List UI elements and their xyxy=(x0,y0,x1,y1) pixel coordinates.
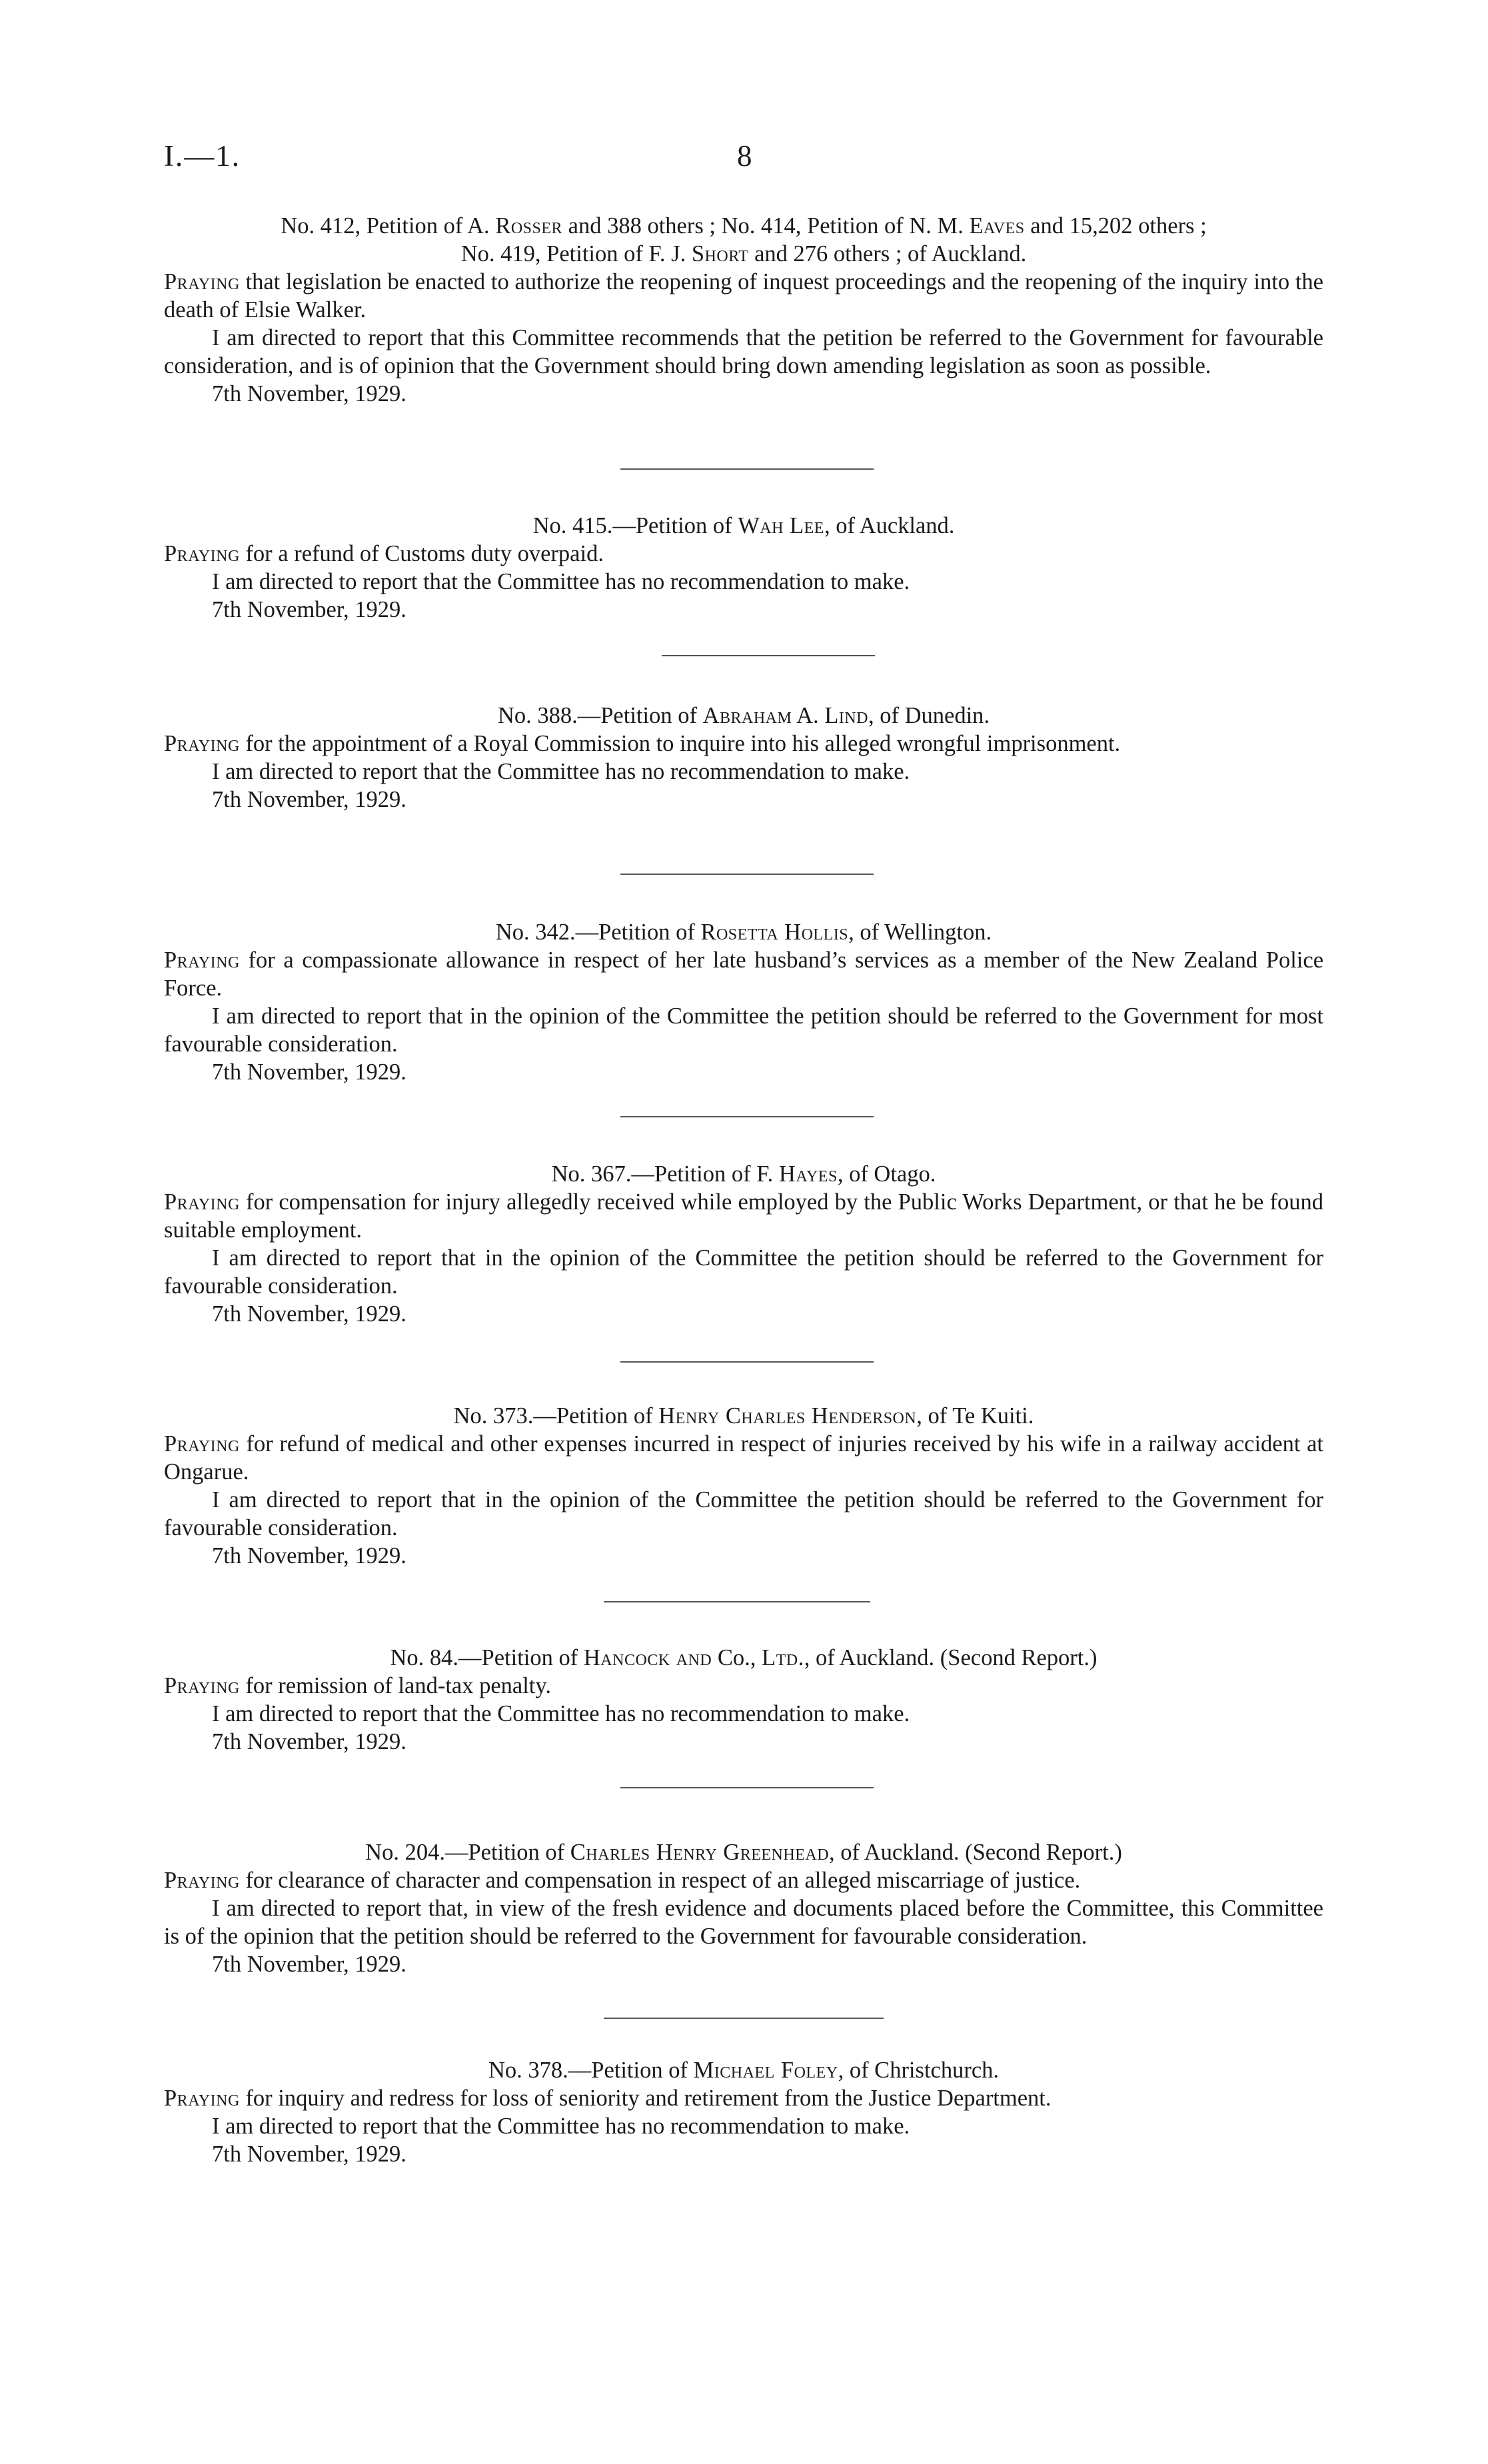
petition-373 xyxy=(164,1402,1323,1570)
praying-label: Praying xyxy=(164,269,240,295)
section-divider xyxy=(620,1361,874,1363)
report-date: 7th November, 1929. xyxy=(212,597,406,622)
petition-415 xyxy=(164,512,1323,624)
praying-paragraph xyxy=(164,1866,1323,1894)
section-divider xyxy=(604,2018,884,2019)
praying-text: for a refund of Customs duty overpaid. xyxy=(245,541,604,566)
petition-heading-line2 xyxy=(164,240,1323,268)
petition-342 xyxy=(164,918,1323,1086)
heading-text: No. 388.—Petition of xyxy=(497,703,703,728)
heading-text: , of Auckland. (Second Report.) xyxy=(804,1645,1098,1670)
petition-heading xyxy=(164,1644,1323,1672)
heading-text: No. 367.—Petition of F. xyxy=(551,1161,779,1187)
petitioner-name: Hancock and xyxy=(583,1645,712,1670)
petitioner-name: Henry Charles Henderson xyxy=(658,1403,917,1429)
report-date: 7th November, 1929. xyxy=(212,381,406,406)
section-divider xyxy=(620,874,874,875)
report-date: 7th November, 1929. xyxy=(212,2142,406,2167)
report-paragraph: I am directed to report that in the opinion of the Committee the petition should be referred to the Government for favourable consideration. xyxy=(164,1487,1323,1540)
heading-text: No. 378.—Petition of xyxy=(488,2058,694,2083)
petitioner-name: Rosetta Hollis xyxy=(700,920,849,945)
praying-label: Praying xyxy=(164,731,240,756)
heading-text: , of Te Kuiti. xyxy=(916,1403,1034,1429)
petition-388 xyxy=(164,702,1323,814)
heading-text: and 276 others ; of Auckland. xyxy=(748,241,1027,267)
heading-text: No. 373.—Petition of xyxy=(453,1403,659,1429)
praying-paragraph xyxy=(164,268,1323,324)
praying-text: for a compassionate allowance in respect of her late husband’s services as a member of the New Zealand Police Force. xyxy=(164,947,1324,1001)
petition-204 xyxy=(164,1838,1323,1978)
report-paragraph: I am directed to report that in the opinion of the Committee the petition should be referred to the Government for most favourable consideration. xyxy=(164,1003,1323,1057)
praying-paragraph xyxy=(164,946,1323,1002)
praying-text: for inquiry and redress for loss of seniority and retirement from the Justice Department. xyxy=(245,2086,1052,2111)
praying-paragraph xyxy=(164,730,1323,758)
petitioner-name: Lind xyxy=(824,703,868,728)
heading-text: No. 415.—Petition of xyxy=(532,513,738,538)
report-date: 7th November, 1929. xyxy=(212,1543,406,1568)
report-date: 7th November, 1929. xyxy=(212,1059,406,1085)
petition-heading xyxy=(164,1838,1323,1866)
heading-text: and 388 others ; No. 414, Petition of N. M. xyxy=(562,213,970,239)
heading-text: , of Auckland. (Second Report.) xyxy=(829,1840,1122,1865)
page-header xyxy=(164,139,1323,185)
page-reference: I.—1. xyxy=(164,139,241,173)
praying-label: Praying xyxy=(164,1189,240,1215)
report-paragraph: I am directed to report that the Committee has no recommendation to make. xyxy=(212,569,910,594)
praying-paragraph xyxy=(164,1430,1323,1486)
praying-text: for the appointment of a Royal Commission to inquire into his alleged wrongful imprisonment. xyxy=(245,731,1121,756)
petitioner-name: Abraham xyxy=(702,703,792,728)
section-divider xyxy=(620,468,874,470)
petition-heading xyxy=(164,512,1323,540)
section-divider xyxy=(662,655,875,656)
petition-heading xyxy=(164,2056,1323,2084)
praying-text: for compensation for injury allegedly received while employed by the Public Works Department, or that he be found suitable employment. xyxy=(164,1189,1323,1243)
heading-text: No. 412, Petition of A. xyxy=(281,213,496,239)
heading-text: No. 204.—Petition of xyxy=(365,1840,570,1865)
petitioner-name: Michael Foley xyxy=(693,2058,838,2083)
praying-text: for remission of land-tax penalty. xyxy=(245,1673,552,1698)
praying-label: Praying xyxy=(164,541,240,566)
petition-367 xyxy=(164,1160,1323,1328)
petition-heading xyxy=(164,1160,1323,1188)
page-number: 8 xyxy=(737,139,752,173)
petitioner-name: Rosser xyxy=(495,213,563,239)
praying-label: Praying xyxy=(164,1431,240,1457)
report-paragraph: I am directed to report that in the opinion of the Committee the petition should be referred to the Government for favourable consideration. xyxy=(164,1245,1323,1299)
report-date: 7th November, 1929. xyxy=(212,1729,406,1754)
heading-text: No. 419, Petition of F. J. xyxy=(460,241,692,267)
petition-412-414-419 xyxy=(164,212,1323,408)
petitioner-name: Wah Lee xyxy=(738,513,824,538)
report-paragraph: I am directed to report that this Committee recommends that the petition be referred to the Government for favourable consideration, and is of opinion that the Government should bring down amending legislation as soon as possible. xyxy=(164,325,1323,378)
praying-paragraph xyxy=(164,1672,1323,1700)
heading-text: No. 84.—Petition of xyxy=(390,1645,584,1670)
heading-text: No. 342.—Petition of xyxy=(495,920,701,945)
report-date: 7th November, 1929. xyxy=(212,1952,406,1977)
petitioner-name: Hayes xyxy=(778,1161,838,1187)
section-divider xyxy=(604,1601,870,1602)
heading-text: , of Otago. xyxy=(837,1161,936,1187)
praying-text: for refund of medical and other expenses incurred in respect of injuries received by his wife in a railway accident at Ongarue. xyxy=(164,1431,1323,1485)
petition-84 xyxy=(164,1644,1323,1756)
petitioner-name: Eaves xyxy=(969,213,1025,239)
petitioner-name: Charles Henry Greenhead xyxy=(570,1840,830,1865)
praying-paragraph xyxy=(164,540,1323,568)
praying-label: Praying xyxy=(164,947,240,973)
praying-label: Praying xyxy=(164,2086,240,2111)
report-date: 7th November, 1929. xyxy=(212,1301,406,1327)
praying-text: for clearance of character and compensation in respect of an alleged miscarriage of justice. xyxy=(245,1868,1081,1893)
section-divider xyxy=(620,1787,874,1788)
petition-heading xyxy=(164,918,1323,946)
heading-text: A. xyxy=(792,703,825,728)
petition-heading xyxy=(164,212,1323,240)
report-paragraph: I am directed to report that, in view of the fresh evidence and documents placed before the Committee, this Committee is of the opinion that the petition should be referred to the Government for favourable consideration. xyxy=(164,1896,1323,1949)
petitioner-name: Short xyxy=(691,241,749,267)
report-paragraph: I am directed to report that the Committee has no recommendation to make. xyxy=(212,759,910,784)
heading-text: and 15,202 others ; xyxy=(1024,213,1207,239)
heading-text: Co., xyxy=(712,1645,762,1670)
petitioner-name: Ltd. xyxy=(762,1645,804,1670)
petition-378 xyxy=(164,2056,1323,2168)
praying-text: that legislation be enacted to authorize the reopening of inquest proceedings and the reopening of the inquiry into the death of Elsie Walker. xyxy=(164,269,1323,322)
report-date: 7th November, 1929. xyxy=(212,787,406,812)
praying-label: Praying xyxy=(164,1673,240,1698)
praying-label: Praying xyxy=(164,1868,240,1893)
heading-text: , of Auckland. xyxy=(824,513,955,538)
heading-text: , of Wellington. xyxy=(848,920,992,945)
section-divider xyxy=(620,1116,874,1117)
heading-text: , of Christchurch. xyxy=(838,2058,1000,2083)
petition-heading xyxy=(164,702,1323,730)
praying-paragraph xyxy=(164,1188,1323,1244)
praying-paragraph xyxy=(164,2084,1323,2112)
heading-text: , of Dunedin. xyxy=(868,703,990,728)
report-paragraph: I am directed to report that the Committee has no recommendation to make. xyxy=(212,2114,910,2139)
report-paragraph: I am directed to report that the Committee has no recommendation to make. xyxy=(212,1701,910,1726)
petition-heading xyxy=(164,1402,1323,1430)
